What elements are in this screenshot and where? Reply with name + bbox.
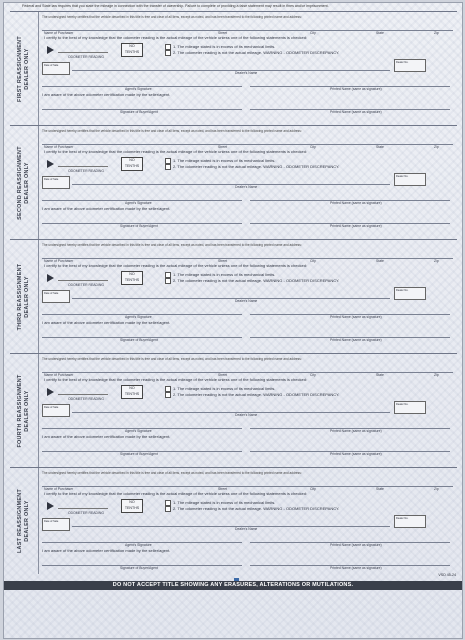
dealer-number-label: Dealer No. — [396, 289, 409, 292]
street-label: Street — [218, 487, 228, 491]
reassignment-section-2 — [10, 125, 457, 240]
state-label: State — [376, 373, 384, 377]
dealer-name-line[interactable] — [72, 298, 390, 299]
transfer-certification: The undersigned hereby certifies that the vehicle described in this title is free and clear of all liens, except as noted, and has been transferred to the following printed name and address: — [42, 243, 302, 247]
statement-1: 1. The mileage stated is in excess of its mechanical limits. — [173, 386, 276, 391]
date-of-sale-field[interactable] — [42, 518, 70, 531]
aware-statement: I am aware of the above odometer certification made by the seller/agent. — [42, 206, 171, 211]
state-label: State — [376, 145, 384, 149]
purchaser-printed-name-label: Printed Name (same as signature) — [330, 338, 382, 342]
printed-name-label: Printed Name (same as signature) — [330, 543, 382, 547]
odometer-reading-label: ODOMETER READING — [68, 283, 104, 287]
odometer-reading-label: ODOMETER READING — [68, 169, 104, 173]
zip-label: Zip — [434, 487, 439, 491]
date-of-sale-label: Date of Sale — [44, 178, 59, 181]
dealer-name-line[interactable] — [72, 70, 390, 71]
name-of-purchaser-label: Name of Purchaser — [44, 31, 74, 35]
no-tenths-label: NO TENTHS — [124, 44, 140, 54]
section-label-line1: SECOND REASSIGNMENT — [17, 146, 23, 220]
statement-1: 1. The mileage stated is in excess of its mechanical limits. — [173, 44, 276, 49]
date-of-sale-field[interactable] — [42, 176, 70, 189]
city-label: City — [310, 259, 316, 263]
arrow-icon — [47, 274, 54, 282]
dealer-number-label: Dealer No. — [396, 175, 409, 178]
not-actual-mileage-checkbox[interactable] — [165, 392, 171, 398]
odometer-reading-label: ODOMETER READING — [68, 511, 104, 515]
no-tenths-box — [121, 271, 143, 285]
dealer-number-field[interactable] — [394, 287, 426, 300]
purchaser-signature-label: Signature of Buyer/Agent — [120, 110, 158, 114]
street-label: Street — [218, 145, 228, 149]
street-label: Street — [218, 31, 228, 35]
odometer-reading-field[interactable] — [58, 44, 108, 53]
street-label: Street — [218, 373, 228, 377]
no-tenths-label: NO TENTHS — [124, 386, 140, 396]
name-of-purchaser-label: Name of Purchaser — [44, 373, 74, 377]
state-label: State — [376, 487, 384, 491]
no-tenths-box — [121, 499, 143, 513]
dealer-number-label: Dealer No. — [396, 403, 409, 406]
footer-warning: DO NOT ACCEPT TITLE SHOWING ANY ERASURES, ALTERATIONS OR MUTILATIONS. — [4, 581, 462, 590]
section-label-line2: DEALER ONLY — [24, 162, 30, 204]
agent-signature-label: Agent's Signature — [125, 201, 152, 205]
dealer-name-label: Dealer's Name — [235, 299, 258, 303]
city-label: City — [310, 373, 316, 377]
city-label: City — [310, 31, 316, 35]
purchaser-printed-name-label: Printed Name (same as signature) — [330, 566, 382, 570]
agent-signature-label: Agent's Signature — [125, 429, 152, 433]
aware-statement: I am aware of the above odometer certification made by the seller/agent. — [42, 548, 171, 553]
purchaser-address-line[interactable] — [42, 144, 453, 145]
no-tenths-label: NO TENTHS — [124, 272, 140, 282]
date-of-sale-field[interactable] — [42, 62, 70, 75]
statement-2: 2. The odometer reading is not the actual mileage. WARNING - ODOMETER DISCREPANCY. — [173, 506, 340, 511]
no-tenths-label: NO TENTHS — [124, 500, 140, 510]
aware-statement: I am aware of the above odometer certification made by the seller/agent. — [42, 434, 171, 439]
purchaser-printed-name-label: Printed Name (same as signature) — [330, 224, 382, 228]
section-label-line1: FOURTH REASSIGNMENT — [17, 374, 23, 448]
dealer-name-label: Dealer's Name — [235, 71, 258, 75]
dealer-name-line[interactable] — [72, 184, 390, 185]
odometer-reading-field[interactable] — [58, 272, 108, 281]
purchaser-signature-label: Signature of Buyer/Agent — [120, 566, 158, 570]
purchaser-printed-name-label: Printed Name (same as signature) — [330, 110, 382, 114]
agent-signature-label: Agent's Signature — [125, 315, 152, 319]
agent-signature-label: Agent's Signature — [125, 87, 152, 91]
purchaser-address-line[interactable] — [42, 258, 453, 259]
statement-1: 1. The mileage stated is in excess of its mechanical limits. — [173, 158, 276, 163]
odometer-certification: I certify to the best of my knowledge that the odometer reading is the actual mileage of the vehicle unless one of the following statements is checked: — [44, 377, 308, 382]
dealer-number-field[interactable] — [394, 401, 426, 414]
section-label-line1: LAST REASSIGNMENT — [17, 488, 23, 554]
odometer-reading-label: ODOMETER READING — [68, 397, 104, 401]
dealer-name-label: Dealer's Name — [235, 413, 258, 417]
not-actual-mileage-checkbox[interactable] — [165, 278, 171, 284]
reassignment-section-4 — [10, 353, 457, 468]
not-actual-mileage-checkbox[interactable] — [165, 164, 171, 170]
odometer-reading-field[interactable] — [58, 386, 108, 395]
street-label: Street — [218, 259, 228, 263]
city-label: City — [310, 487, 316, 491]
date-of-sale-label: Date of Sale — [44, 520, 59, 523]
section-label-line2: DEALER ONLY — [24, 390, 30, 432]
printed-name-label: Printed Name (same as signature) — [330, 201, 382, 205]
name-of-purchaser-label: Name of Purchaser — [44, 487, 74, 491]
reassignment-section-3 — [10, 239, 457, 354]
purchaser-printed-name-label: Printed Name (same as signature) — [330, 452, 382, 456]
dealer-name-label: Dealer's Name — [235, 527, 258, 531]
dealer-name-label: Dealer's Name — [235, 185, 258, 189]
date-of-sale-label: Date of Sale — [44, 292, 59, 295]
aware-statement: I am aware of the above odometer certification made by the seller/agent. — [42, 92, 171, 97]
arrow-icon — [47, 160, 54, 168]
reassignment-section-5 — [10, 467, 457, 574]
odometer-reading-label: ODOMETER READING — [68, 55, 104, 59]
statement-2: 2. The odometer reading is not the actual mileage. WARNING - ODOMETER DISCREPANCY. — [173, 50, 340, 55]
odometer-certification: I certify to the best of my knowledge that the odometer reading is the actual mileage of the vehicle unless one of the following statements is checked: — [44, 263, 308, 268]
printed-name-label: Printed Name (same as signature) — [330, 315, 382, 319]
transfer-certification: The undersigned hereby certifies that the vehicle described in this title is free and clear of all liens, except as noted, and has been transferred to the following printed name and address: — [42, 15, 302, 19]
odometer-certification: I certify to the best of my knowledge that the odometer reading is the actual mileage of the vehicle unless one of the following statements is checked: — [44, 149, 308, 154]
reassignment-section-1 — [10, 11, 457, 126]
purchaser-signature-label: Signature of Buyer/Agent — [120, 338, 158, 342]
statement-1: 1. The mileage stated is in excess of its mechanical limits. — [173, 500, 276, 505]
section-label-line2: DEALER ONLY — [24, 500, 30, 542]
agent-signature-label: Agent's Signature — [125, 543, 152, 547]
statement-1: 1. The mileage stated is in excess of its mechanical limits. — [173, 272, 276, 277]
odometer-certification: I certify to the best of my knowledge that the odometer reading is the actual mileage of the vehicle unless one of the following statements is checked: — [44, 35, 308, 40]
section-side-label — [10, 354, 39, 468]
transfer-certification: The undersigned hereby certifies that the vehicle described in this title is free and clear of all liens, except as noted, and has been transferred to the following printed name and address: — [42, 357, 302, 361]
date-of-sale-field[interactable] — [42, 290, 70, 303]
zip-label: Zip — [434, 373, 439, 377]
section-label-line2: DEALER ONLY — [24, 276, 30, 318]
section-side-label — [10, 468, 39, 574]
dealer-name-line[interactable] — [72, 412, 390, 413]
no-tenths-label: NO TENTHS — [124, 158, 140, 168]
no-tenths-box — [121, 385, 143, 399]
zip-label: Zip — [434, 145, 439, 149]
state-label: State — [376, 259, 384, 263]
statement-2: 2. The odometer reading is not the actual mileage. WARNING - ODOMETER DISCREPANCY. — [173, 278, 340, 283]
section-label-line1: THIRD REASSIGNMENT — [17, 263, 23, 331]
purchaser-address-line[interactable] — [42, 486, 453, 487]
arrow-icon — [47, 388, 54, 396]
transfer-certification: The undersigned hereby certifies that the vehicle described in this title is free and clear of all liens, except as noted, and has been transferred to the following printed name and address: — [42, 129, 302, 133]
purchaser-address-line[interactable] — [42, 30, 453, 31]
odometer-reading-field[interactable] — [58, 158, 108, 167]
section-side-label — [10, 126, 39, 240]
arrow-icon — [47, 502, 54, 510]
city-label: City — [310, 145, 316, 149]
title-document — [3, 2, 463, 639]
not-actual-mileage-checkbox[interactable] — [165, 506, 171, 512]
dealer-name-line[interactable] — [72, 526, 390, 527]
purchaser-signature-label: Signature of Buyer/Agent — [120, 452, 158, 456]
no-tenths-box — [121, 43, 143, 57]
section-label-line1: FIRST REASSIGNMENT — [17, 36, 23, 102]
dealer-number-label: Dealer No. — [396, 61, 409, 64]
statement-2: 2. The odometer reading is not the actual mileage. WARNING - ODOMETER DISCREPANCY. — [173, 392, 340, 397]
zip-label: Zip — [434, 259, 439, 263]
transfer-certification: The undersigned hereby certifies that the vehicle described in this title is free and clear of all liens, except as noted, and has been transferred to the following printed name and address: — [42, 471, 302, 475]
name-of-purchaser-label: Name of Purchaser — [44, 259, 74, 263]
state-label: State — [376, 31, 384, 35]
odometer-certification: I certify to the best of my knowledge that the odometer reading is the actual mileage of the vehicle unless one of the following statements is checked: — [44, 491, 308, 496]
section-label-line2: DEALER ONLY — [24, 48, 30, 90]
purchaser-signature-label: Signature of Buyer/Agent — [120, 224, 158, 228]
dealer-number-label: Dealer No. — [396, 517, 409, 520]
odometer-reading-field[interactable] — [58, 500, 108, 509]
date-of-sale-field[interactable] — [42, 404, 70, 417]
federal-notice: Federal and State law requires that you state the mileage in connection with the transfer of ownership. Failure to complete or providing a false statement may result in fines and/or imprisonment. — [22, 4, 329, 8]
no-tenths-box — [121, 157, 143, 171]
date-of-sale-label: Date of Sale — [44, 406, 59, 409]
date-of-sale-label: Date of Sale — [44, 64, 59, 67]
dealer-number-field[interactable] — [394, 59, 426, 72]
section-side-label — [10, 12, 39, 126]
arrow-icon — [47, 46, 54, 54]
printed-name-label: Printed Name (same as signature) — [330, 429, 382, 433]
not-actual-mileage-checkbox[interactable] — [165, 50, 171, 56]
section-side-label — [10, 240, 39, 354]
dealer-number-field[interactable] — [394, 515, 426, 528]
printed-name-label: Printed Name (same as signature) — [330, 87, 382, 91]
name-of-purchaser-label: Name of Purchaser — [44, 145, 74, 149]
statement-2: 2. The odometer reading is not the actual mileage. WARNING - ODOMETER DISCREPANCY. — [173, 164, 340, 169]
purchaser-address-line[interactable] — [42, 372, 453, 373]
aware-statement: I am aware of the above odometer certification made by the seller/agent. — [42, 320, 171, 325]
zip-label: Zip — [434, 31, 439, 35]
dealer-number-field[interactable] — [394, 173, 426, 186]
form-number: VSD 45-24 — [438, 573, 456, 577]
